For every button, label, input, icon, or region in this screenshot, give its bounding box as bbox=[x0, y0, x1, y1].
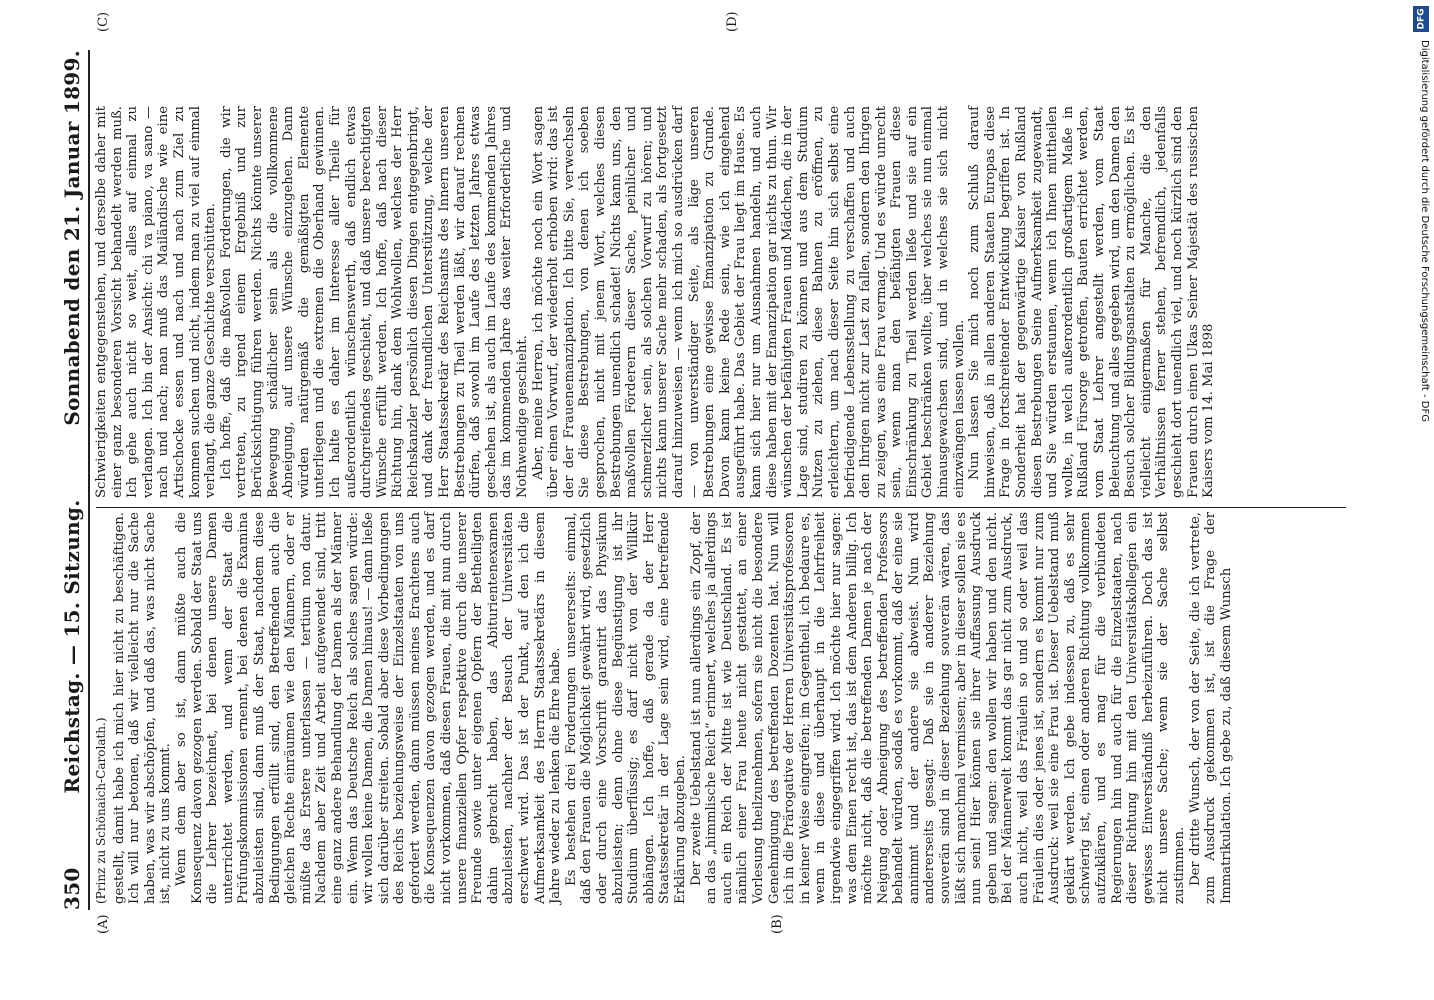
header-session: Reichstag. — 15. Sitzung. bbox=[60, 499, 84, 794]
margin-marker-d: (D) bbox=[725, 11, 740, 32]
paragraph: Aber, meine Herren, ich möchte noch ein Wort sagen über einen Vorwurf, der wiederholt erhoben wird: das ist der der Frauenemanzipation. Ich bitte Sie, verwechseln Sie diese Bestrebungen, von denen ich soeben gesprochen, nicht mit jenem Wort, welches diesen Bestrebungen unendlich schadet! Nichts kann uns, den maßvollen Förderern dieser Sache, peinlicher und schmerzlicher sein, als solchen Vorwurf zu hören; und nichts kann unserer Sache mehr schaden, als fortgesetzt darauf hinzuweisen — wenn ich mich so ausdrücken darf — von unverständiger Seite, als läge unseren Bestrebungen eine gewisse Emanzipation zu Grunde. Davon kann keine Rede sein, wie ich eingehend ausgeführt habe. Das Gebiet der Frau liegt im Hause. Es kann sich hier nur um Ausnahmen handeln, und auch diese haben mit der Emanzipation gar nichts zu thun. Wir wünschen der befähigten Frauen und Mädchen, die in der Lage sind, studiren zu können und aus dem Studium Nutzen zu ziehen, diese Bahnen zu eröffnen, zu erleichtern, um nach dieser Seite hin sich selbst eine befriedigende Lebensstellung zu verschaffen und auch den Ihrigen nicht zur Last zu fallen, sondern den Ihrigen zu zeigen, was eine Frau vermag. Und es würde unrecht sein, wenn man den befähigten Frauen diese Einschränkung zu Theil werden ließe und sie auf ein Gebiet beschränken wollte, über welches sie nun einmal hinausgewachsen sind, und in welches sie sich nicht einzwängen lassen wollen. bbox=[530, 106, 967, 498]
dfg-logo-icon: DFG bbox=[1413, 6, 1429, 32]
paragraph: gestellt, damit habe ich mich hier nicht zu beschäftigen. Ich will nur betonen, daß wir vielleicht nur die Sache haben, was wir abschöpfen, und daß das, was nicht Sache ist, nicht zu uns kommt. bbox=[111, 512, 174, 904]
paragraph: Ich hoffe, daß die maßvollen Forderungen, die wir vertreten, zu irgend einem Ergebniß und zur Berücksichtigung führen werden. Nichts könnte unserer Bewegung schädlicher sein als die vollkommene Abneigung, auf unsere Wünsche einzugehen. Dann würden natürgemäß die gemäßigten Elemente unterliegen und die extremen die Oberhand gewinnen. Ich halte es daher im Interesse aller Theile für außerordentlich wünschenswerth, daß endlich etwas durchgreifendes geschieht, und daß unsere berechtigten Wünsche erfüllt werden. Ich hoffe, daß nach dieser Richtung hin, dank dem Wohlwollen, welches der Herr Reichskanzler persönlich diesen Dingen entgegenbringt, und dank der freundlichen Unterstützung, welche der Herr Staatssekretär des Reichsamts des Innern unseren Bestrebungen zu Theil werden läßt, wir darauf rechnen dürfen, daß sowohl im Laufe des letzten Jahres etwas geschehen ist, als auch im Laufe des kommenden Jahres das im kommenden Jahre das weiter Erforderliche und Nothwendige geschieht. bbox=[218, 106, 531, 498]
page-header bbox=[52, 50, 84, 910]
paragraph: Der zweite Uebelstand ist nun allerdings ein Zopf, der an das „himmlische Reich“ erinnert, welches ja allerdings auch ein Reich der Mitte ist wie Deutschland. Es ist nämlich einer Frau heute nicht gestattet, an einer Vorlesung theilzunehmen, sofern sie nicht die besondere Genehmigung des betreffenden Dozenten hat. Nun will ich in die Prärogative der Herren Universitätsprofessoren in keiner Weise eingreifen; im Gegentheil, ich bedaure es, wenn in diese und überhaupt in die Lehrfreiheit irgendwie eingegriffen wird. Ich möchte hier nur sagen: was dem Einen recht ist, das ist dem Anderen billig. Ich möchte nicht, daß die betreffenden Damen je nach der Neigung oder Abneigung des betreffenden Professors behandelt würden, sodaß es vorkommt, daß der eine sie annimmt und der andere sie abweist. Nun wird andererseits gesagt: Daß sie in anderer Beziehung souverän sind in dieser Beziehung souverän wären, das läßt sich manchmal vermissen; aber in dieser sollen sie es nun sein! Hier können sie ihrer Auffassung Ausdruck geben und sagen: den wollen wir haben und den nicht. Bei der Männerwelt kommt das gar nicht zum Ausdruck, auch nicht, weil das Fräulein so und so oder weil das Fräulein dies oder jenes ist, sondern es kommt nur zum Ausdruck: weil sie eine Frau ist. Dieser Uebelstand muß geklärt werden. Ich gebe indessen zu, daß es sehr schwierig ist, einen oder anderen Richtung vollkommen aufzuklären, und es mag für die verbündeten Regierungen hin und auch für die Einzelstaaten, nach dieser Richtung hin mit den Universitätskollegien ein gewisses Einverständniß herbeizuführen. Doch das ist nicht unsere Sache; wenn sie der Sache selbst zustimmen. bbox=[688, 512, 1187, 904]
paragraph: Wenn dem aber so ist, dann müßte auch die Konsequenz davon gezogen werden. Sobald der Staat uns die Lehrer bezeichnet, bei denen unsere Damen unterrichtet werden, und wenn der Staat die Prüfungskommissionen ernennt, bei denen die Examina abzuleisten sind, dann muß der Staat, nachdem diese Bedingungen erfüllt sind, den Betreffenden auch die gleichen Rechte einräumen wie den Männern, oder er müßte das Erstere unterlassen — tertium non datur. Nachdem aber Zeit und Arbeit aufgewendet sind, tritt eine ganz andere Behandlung der Damen als der Männer ein. Wenn das Deutsche Reich als solches sagen würde: wir wollen keine Damen, die Damen hinaus! — dann ließe sich darüber streiten. Sobald aber diese Vorbedingungen des Reichs beziehungsweise der Einzelstaaten von uns gefordert werden, dann müssen meines Erachtens auch die Konsequenzen davon gezogen werden, und es darf nicht vorkommen, daß diesen Frauen, die mit nun durch unsere finanziellen Opfer respektive durch die unserer Freunde sowie unter eigenen Opfern der Betheiligten dahin gebracht haben, das Abiturientenexamen abzuleisten, nachher der Besuch der Universitäten erschwert wird. Das ist der Punkt, auf den ich die Aufmerksamkeit des Herrn Staatssekretärs in diesem Jahre wieder zu lenken die Ehre habe. bbox=[173, 512, 564, 904]
margin-marker-b: (B) bbox=[770, 914, 785, 934]
margin-marker-a: (A) bbox=[96, 914, 111, 934]
header-rule bbox=[88, 50, 90, 910]
right-column bbox=[94, 106, 1217, 498]
header-date: Sonnabend den 21. Januar 1899. bbox=[60, 50, 84, 426]
digitization-note: Digitalisierung gefördert durch die Deutsche Forschungsgemeinschaft - DFG bbox=[1419, 40, 1430, 423]
speaker-name: (Prinz zu Schönaich-Carolath.) bbox=[94, 717, 108, 904]
column-divider bbox=[96, 507, 1346, 508]
paragraph: Es bestehen drei Forderungen unsererseits: einmal, daß den Frauen die Möglichkeit gewährt wird, gesetzlich oder durch eine Vorschrift garantirt das Physikum abzuleisten; denn ohne diese Begünstigung ist ihr Studium überflüssig; es darf nicht von der Willkür abhängen. Ich hoffe, daß gerade da der Herr Staatssekretär in der Lage sein wird, eine betreffende Erklärung abzugeben. bbox=[563, 512, 688, 904]
paragraph: Schwierigkeiten entgegenstehen, und derselbe daher mit einer ganz besonderen Vorsicht behandelt werden muß. Ich gehe auch nicht so weit, alles auf einmal zu verlangen. Ich bin der Ansicht: chi va piano, va sano — nach und nach; man muß das Mailändische wie eine Artischocke essen und nach und nach zum Ziel zu kommen suchen und nicht, indem man zu viel auf einmal verlangt, die ganze Geschichte verschütten. bbox=[94, 106, 219, 498]
page-number: 350 bbox=[60, 867, 84, 910]
margin-marker-c: (C) bbox=[96, 11, 111, 32]
paragraph: Der dritte Wunsch, der von der Seite, die ich vertrete, zum Ausdruck gekommen ist, ist die Frage der Immatrikulation. Ich gebe zu, daß diesem Wunsch bbox=[1187, 512, 1234, 904]
paragraph: Nun lassen Sie mich noch zum Schluß darauf hinweisen, daß in allen anderen Staaten Europas diese Frage in fortschreitender Entwicklung begriffen ist. In Sonderheit hat der gegenwärtige Kaiser von Rußland diesen Bestrebungen Seine Aufmerksamkeit zugewandt, und Sie würden erstaunen, wenn ich Ihnen mittheilen wollte, in welch außerordentlich großartigem Maße in Rußland Fürsorge getroffen, Bauten errichtet werden, vom Staat Lehrer angestellt werden, vom Staat Beleuchtung und alles gegeben wird, um den Damen den Besuch solcher Bildungsanstalten zu ermöglichen. Es ist vielleicht einigermaßen für Manche, die den Verhältnissen ferner stehen, befremdlich, jedenfalls geschieht dort unendlich viel, und noch kürzlich sind den Frauen durch einen Ukas Seiner Majestät des russischen Kaisers vom 14. Mai 1898 bbox=[967, 106, 1217, 498]
left-column bbox=[94, 512, 1234, 904]
